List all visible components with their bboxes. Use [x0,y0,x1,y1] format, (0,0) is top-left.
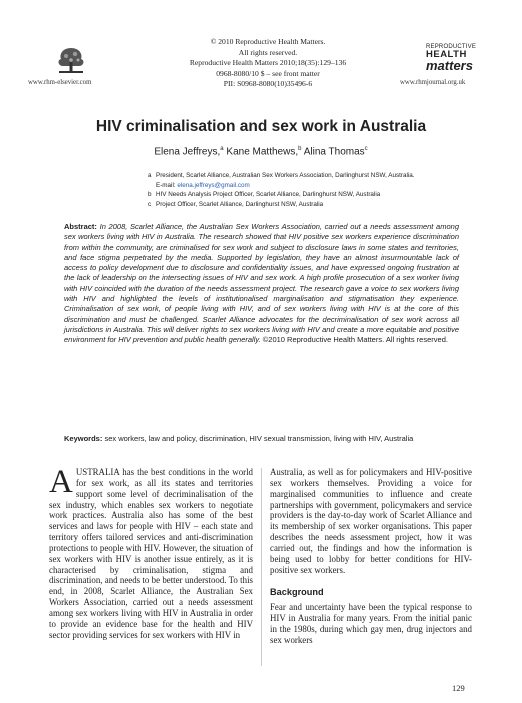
keywords [64,434,459,444]
publisher-url[interactable]: www.rhm-elsevier.com [28,79,92,86]
pii-line: PII: S0968-8080(10)35496-6 [223,79,313,89]
affiliation-text: HIV Needs Analysis Project Officer, Scarlet Alliance, Darlinghurst NSW, Australia [156,191,381,198]
issn-line: 0968-8080/10 $ – see front matter [216,68,320,78]
abstract [64,222,459,346]
affiliation-item [148,171,448,181]
contact-email-line [148,181,448,191]
author-affil-marker: a [220,146,224,152]
journal-url[interactable]: www.rhmjournal.org.uk [400,79,466,86]
affiliation-key: c [148,200,152,208]
abstract-label: Abstract: [64,222,97,231]
journal-citation: Reproductive Health Matters 2010;18(35):129–136 [189,58,347,68]
journal-logo-line3: matters [426,57,473,73]
elsevier-tree-logo [53,44,89,76]
article-title: HIV criminalisation and sex work in Australia [95,118,427,135]
journal-logo [426,44,490,72]
body-column-left [49,464,253,641]
journal-logo-line2: HEALTH [426,49,467,60]
author-name: Elena Jeffreys, [154,146,221,158]
citation-block [160,37,376,90]
affiliation-item [148,190,448,200]
abstract-rights: ©2010 Reproductive Health Matters. All rights reserved. [262,335,448,345]
affiliation-item [148,200,448,210]
rights-line: All rights reserved. [238,47,298,57]
author-name: Alina Thomas [303,146,365,158]
drop-cap: A [49,464,73,500]
email-label: E-mail: [156,181,176,189]
journal-logo-line1: REPRODUCTIVE [426,44,477,50]
journal-logo-block [410,44,490,72]
keywords-text: sex workers, law and policy, discrimination, HIV sexual transmission, living with HIV, Australia [104,434,414,443]
publisher-logo-block [40,44,102,81]
affiliation-text: Project Officer, Scarlet Alliance, Darlinghurst NSW, Australia [156,200,324,208]
keywords-label: Keywords: [64,434,103,443]
body-column-right [270,467,472,646]
intro-paragraph-continued: Australia, as well as for policymakers and HIV-positive sex workers themselves. Providing a voice for marginalised communities to influence and create partnerships with government, policymakers and service providers is the day-to-day work of Scarlet Alliance and its membership of sex worker organisations. This paper describes the needs assessment project, how it was carried out, the findings and how the information is being used to lobby for better conditions for HIV-positive sex workers. [270,467,472,575]
page-number: 129 [452,683,465,693]
intro-text: USTRALIA has the best conditions in the world for sex work, as all its states and territories support some level of decriminalisation of the sex industry, which enables sex workers to negotiate work practices. Australia also has some of the best services and laws for people with HIV – each state and territory offers tailored services and anti-discrimination protections to people with HIV. However, the situation of sex workers with HIV is another issue entirely, as it is characterised by criminalisation, stigma and discrimination, and needs to be better understood. To this end, in 2008, Scarlet Alliance, the Australian Sex Workers Association, carried out a needs assessment among sex workers living with HIV in Australia in order to provide an evidence base for the health and HIV sector providing services for sex workers with HIV in [49,467,253,640]
email-link[interactable]: elena.jeffreys@gmail.com [177,181,250,189]
affiliation-key: b [148,191,152,198]
affiliation-key: a [148,172,152,179]
abstract-text: In 2008, Scarlet Alliance, the Australian Sex Workers Association, carried out a needs assessment among sex workers living with HIV in Australia. The research showed that HIV positive sex workers experience discrimination from within the community, are criminalised for sex work and subject to disclosure laws in some states and territories, and face stigma perpetrated by the media. Supported by legislation, they have an almost insurmountable lack of access to policy development due to disclosure and confidentiality issues, and have expressed ongoing frustration at the lack of leadership on the intersecting issues of HIV and sex work. A high profile prosecution of a sex worker living with HIV coincided with the duration of the needs assessment project. The research gave a voice to sex workers living with HIV and highlighted the levels of institutionalised marginalisation and stigmatisation they experience. Criminalisation of sex work, of people living with HIV, and of sex workers living with HIV is at the core of this discrimination and must be challenged. Scarlet Alliance advocates for the decriminalisation of sex work across all jurisdictions in Australia. This will deliver rights to sex workers living with HIV and create a more equitable and positive environment for HIV prevention and public health generally. [64,222,459,345]
author-list [0,146,522,157]
affiliations [148,171,448,209]
affiliation-text: President, Scarlet Alliance, Australian Sex Workers Association, Darlinghurst NSW, Australia. [156,172,415,179]
author-affil-marker: b [298,146,302,152]
column-divider [261,468,262,666]
copyright-line: © 2010 Reproductive Health Matters. [210,37,326,46]
author-affil-marker: c [364,146,368,152]
author-name: Kane Matthews, [226,146,299,158]
background-paragraph: Fear and uncertainty have been the typical response to HIV in Australia for many years. From the initial panic in the 1980s, during which gay men, drug injectors and sex workers [270,602,472,645]
intro-paragraph [49,464,253,641]
section-heading: Background [270,587,324,598]
